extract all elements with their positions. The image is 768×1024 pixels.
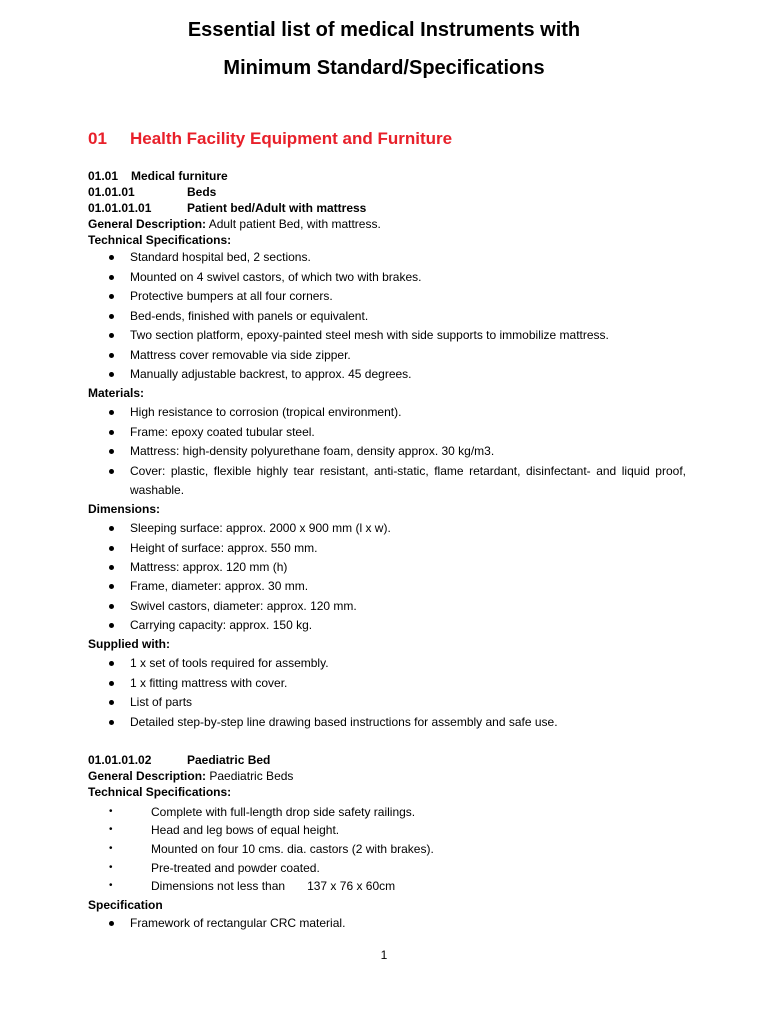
item-heading-paediatric-bed [88, 752, 270, 768]
list-item: Framework of rectangular CRC material. [130, 914, 686, 933]
materials-label: Materials: [88, 386, 145, 400]
item-code: 01.01.01.01 [88, 201, 152, 215]
technical-specifications-label: Technical Specifications: [88, 785, 232, 799]
list-item: Mattress: approx. 120 mm (h) [130, 558, 686, 577]
dimensions-label: Dimensions: [88, 502, 161, 516]
list-item: Carrying capacity: approx. 150 kg. [130, 616, 686, 635]
item-title: Patient bed/Adult with mattress [187, 201, 367, 215]
list-item: Manually adjustable backrest, to approx. 45 degrees. [130, 365, 686, 384]
item-code: 01.01.01.02 [88, 753, 152, 767]
list-item: Mounted on 4 swivel castors, of which two with brakes. [130, 268, 686, 287]
list-item: Two section platform, epoxy-painted steel mesh with side supports to immobilize mattress. [130, 326, 686, 345]
list-item: List of parts [130, 693, 686, 712]
subsection-title: Beds [187, 185, 217, 199]
list-item: Detailed step-by-step line drawing based instructions for assembly and safe use. [130, 713, 686, 732]
list-item: • Head and leg bows of equal height. [151, 822, 339, 838]
page-number: 1 [380, 948, 388, 962]
dimensions-label: Dimensions not less than [151, 879, 286, 893]
general-description-text: Adult patient Bed, with mattress. [206, 217, 381, 231]
list-item: • Complete with full-length drop side safety railings. [151, 804, 415, 820]
list-item: Swivel castors, diameter: approx. 120 mm. [130, 597, 686, 616]
list-item: Protective bumpers at all four corners. [130, 287, 686, 306]
list-item: Sleeping surface: approx. 2000 x 900 mm (l x w). [130, 519, 686, 538]
general-description-label: General Description: [88, 769, 207, 783]
subsection-code: 01.01.01 [88, 185, 135, 199]
document-title-line-2: Minimum Standard/Specifications [223, 57, 545, 79]
general-description [88, 216, 381, 232]
document-title-line-1: Essential list of medical Instruments with [187, 19, 581, 41]
list-item: 1 x set of tools required for assembly. [130, 654, 686, 673]
general-description-label: General Description: [88, 217, 207, 231]
specification-label: Specification [88, 898, 163, 912]
list-item: Mattress: high-density polyurethane foam, density approx. 30 kg/m3. [130, 442, 686, 461]
section-heading [88, 128, 452, 150]
list-item: Height of surface: approx. 550 mm. [130, 539, 686, 558]
list-item: Frame: epoxy coated tubular steel. [130, 423, 686, 442]
section-title: Health Facility Equipment and Furniture [130, 129, 453, 148]
list-item: Bed-ends, finished with panels or equivalent. [130, 307, 686, 326]
list-item: • Pre-treated and powder coated. [151, 860, 320, 876]
general-description-text: Paediatric Beds [206, 769, 294, 783]
list-item: Cover: plastic, flexible highly tear resistant, anti-static, flame retardant, disinfectant- and liquid proof, washable. [130, 462, 686, 500]
subsection-heading-beds [88, 184, 216, 200]
list-item: Mattress cover removable via side zipper. [130, 346, 686, 365]
general-description [88, 768, 293, 784]
subsection-code: 01.01 [88, 169, 119, 183]
list-item: • Mounted on four 10 cms. dia. castors (2 with brakes). [151, 841, 434, 857]
item-title: Paediatric Bed [187, 753, 271, 767]
section-number: 01 [88, 129, 107, 148]
subsection-heading-medical-furniture [88, 168, 228, 184]
subsection-title: Medical furniture [131, 169, 228, 183]
item-heading-adult-bed [88, 200, 366, 216]
list-item-dimensions [151, 878, 395, 894]
list-item: Standard hospital bed, 2 sections. [130, 248, 686, 267]
dimensions-value: 137 x 76 x 60cm [307, 879, 396, 893]
list-item: 1 x fitting mattress with cover. [130, 674, 686, 693]
list-item: Frame, diameter: approx. 30 mm. [130, 577, 686, 596]
technical-specifications-label: Technical Specifications: [88, 233, 232, 247]
supplied-with-label: Supplied with: [88, 637, 170, 651]
list-item: High resistance to corrosion (tropical environment). [130, 403, 686, 422]
